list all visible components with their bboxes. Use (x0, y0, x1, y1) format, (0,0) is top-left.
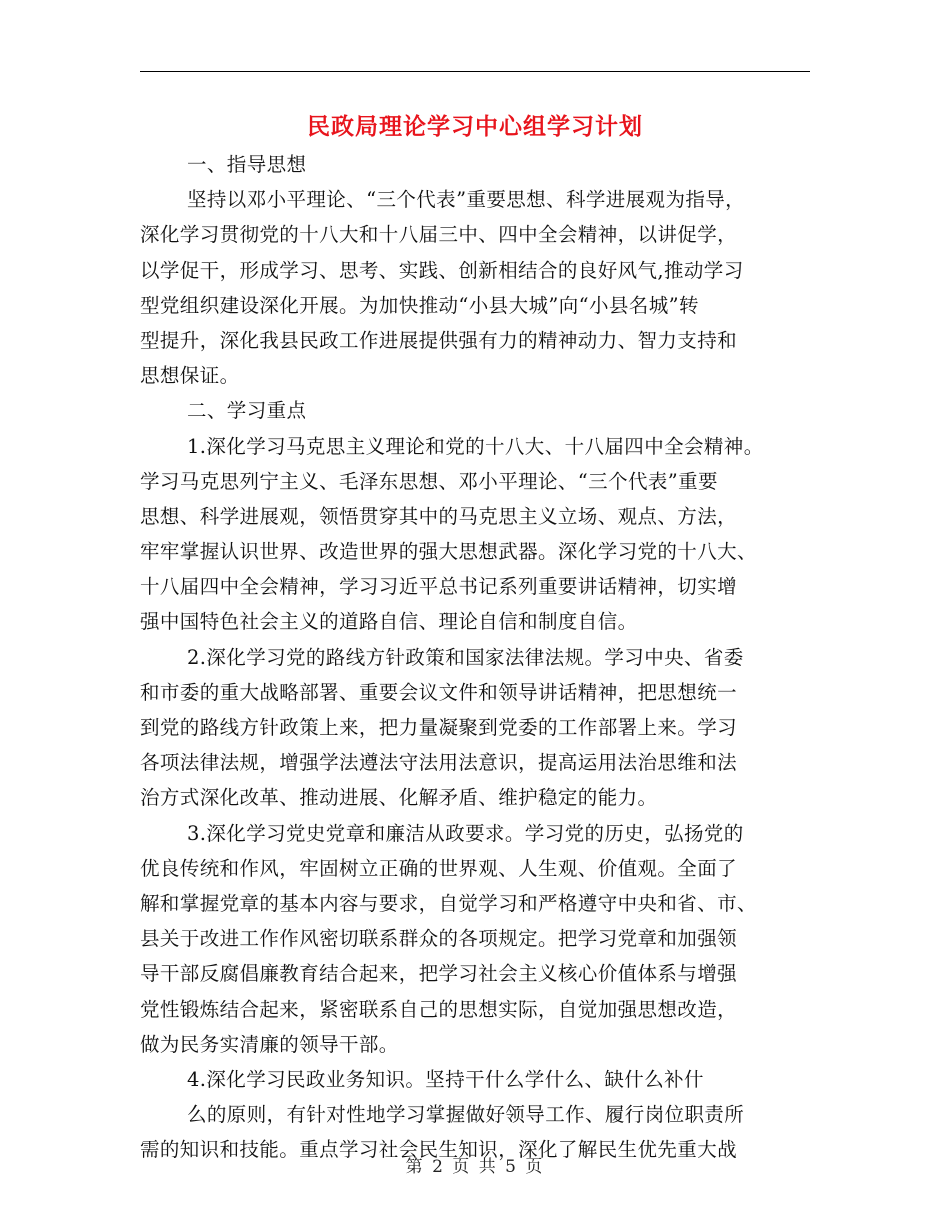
text-line: 牢牢掌握认识世界、改造世界的强大思想武器。深化学习党的十八大、 (140, 540, 757, 564)
document-body (140, 147, 812, 1167)
text-line: 解和掌握党章的基本内容与要求，自觉学习和严格遵守中央和省、市、 (140, 891, 757, 915)
page-number: 第 2 页 共 5 页 (405, 1157, 545, 1177)
text-line: 3.深化学习党史党章和廉洁从政要求。学习党的历史，弘扬党的 (187, 821, 744, 845)
text-line: 十八届四中全会精神，学习习近平总书记系列重要讲话精神，切实增 (140, 575, 738, 599)
text-line: 4.深化学习民政业务知识。坚持干什么学什么、缺什么补什 (187, 1067, 704, 1091)
text-line: 治方式深化改革、推动进展、化解矛盾、维护稳定的能力。 (140, 786, 658, 810)
text-line: 2.深化学习党的路线方针政策和国家法律法规。学习中央、省委 (187, 645, 744, 669)
text-line: 强中国特色社会主义的道路自信、理论自信和制度自信。 (140, 610, 638, 634)
text-line: 党性锻炼结合起来，紧密联系自己的思想实际，自觉加强思想改造， (140, 997, 738, 1021)
text-line: 导干部反腐倡廉教育结合起来，把学习社会主义核心价值体系与增强 (140, 962, 738, 986)
text-line: 型提升，深化我县民政工作进展提供强有力的精神动力、智力支持和 (140, 328, 738, 352)
text-line: 型党组织建设深化开展。为加快推动“小县大城”向“小县名城”转 (140, 293, 699, 317)
text-line: 思想保证。 (140, 364, 240, 388)
text-line: 一、指导思想 (187, 153, 307, 176)
text-line: 和市委的重大战略部署、重要会议文件和领导讲话精神，把思想统一 (140, 680, 738, 704)
document-title: 民政局理论学习中心组学习计划 (307, 113, 643, 140)
text-line: 坚持以邓小平理论、“三个代表”重要思想、科学进展观为指导， (187, 188, 746, 212)
header-rule (140, 71, 810, 72)
text-line: 各项法律法规，增强学法遵法守法用法意识，提高运用法治思维和法 (140, 751, 738, 775)
text-line: 1.深化学习马克思主义理论和党的十八大、十八届四中全会精神。 (187, 434, 764, 458)
text-line: 优良传统和作风，牢固树立正确的世界观、人生观、价值观。全面了 (140, 856, 738, 880)
text-line: 需的知识和技能。重点学习社会民生知识，深化了解民生优先重大战 (140, 1138, 738, 1162)
text-line: 思想、科学进展观，领悟贯穿其中的马克思主义立场、观点、方法， (140, 504, 738, 528)
text-line: 么的原则，有针对性地学习掌握做好领导工作、履行岗位职责所 (187, 1103, 745, 1127)
text-line: 县关于改进工作作风密切联系群众的各项规定。把学习党章和加强领 (140, 927, 738, 951)
text-line: 到党的路线方针政策上来，把力量凝聚到党委的工作部署上来。学习 (140, 716, 738, 739)
text-line: 做为民务实清廉的领导干部。 (140, 1032, 399, 1056)
text-line: 深化学习贯彻党的十八大和十八届三中、四中全会精神，以讲促学， (140, 223, 738, 247)
text-line: 二、学习重点 (187, 399, 307, 423)
text-line: 学习马克思列宁主义、毛泽东思想、邓小平理论、“三个代表”重要 (140, 469, 718, 493)
text-line: 以学促干，形成学习、思考、实践、创新相结合的良好风气,推动学习 (140, 258, 744, 282)
